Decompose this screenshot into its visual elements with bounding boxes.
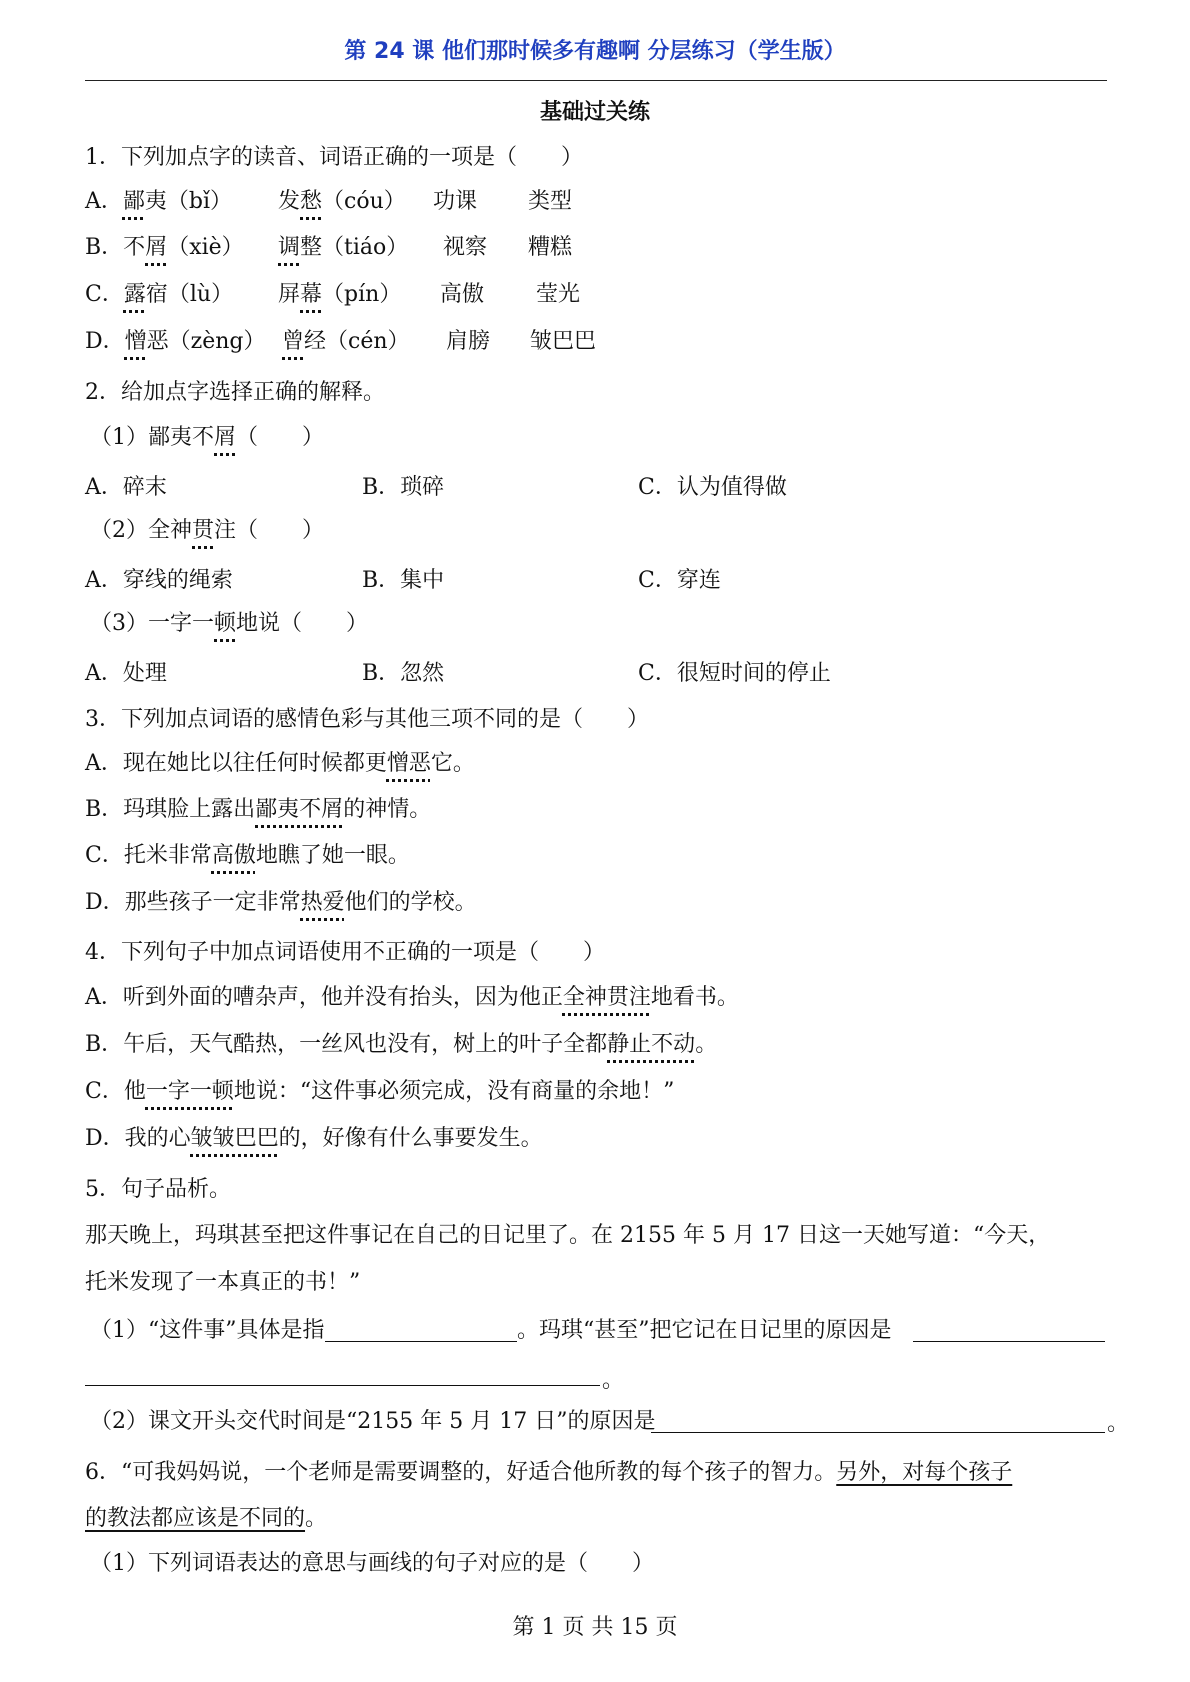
q1-option-b: B．不屑（xiè）	[85, 235, 244, 260]
section-title: 基础过关练	[539, 100, 650, 125]
underlined-sentence-cont: 的教法都应该是不同的	[85, 1506, 306, 1531]
dotted-char: 鄙	[122, 189, 145, 214]
q1-option-c: C．露宿（lù）	[85, 282, 234, 307]
q5-passage-line1: 那天晚上，玛琪甚至把这件事记在自己的日记里了。在 2155 年 5 月 17 日这一天她写道：“今天，	[85, 1223, 1051, 1248]
dotted-word: 一字一顿	[145, 1079, 234, 1104]
q1-option-a-word4: 类型	[528, 189, 573, 214]
header-divider	[85, 80, 1107, 81]
underlined-sentence: 另外，对每个孩子	[836, 1460, 1013, 1485]
answer-blank-2[interactable]	[913, 1317, 1105, 1342]
q3-option-c: C．托米非常高傲地瞧了她一眼。	[85, 843, 410, 868]
q3-option-b: B．玛琪脸上露出鄙夷不屑的神情。	[85, 797, 432, 822]
q6-sub1: （1）下列词语表达的意思与画线的句子对应的是（ ）	[90, 1551, 654, 1576]
dotted-char: 屑	[214, 425, 237, 450]
q4-option-d: D．我的心皱皱巴巴的，好像有什么事要发生。	[85, 1126, 543, 1151]
dotted-word: 热爱	[300, 890, 345, 915]
q1-option-a-word2: 发愁（cóu）	[278, 189, 406, 214]
q1-option-d: D．憎恶（zèng）	[85, 329, 266, 354]
dotted-char: 憎	[124, 329, 147, 354]
q4-stem: 4．下列句子中加点词语使用不正确的一项是（ ）	[85, 940, 605, 965]
q2-sub1-option-c: C．认为值得做	[638, 475, 787, 500]
dotted-char: 露	[123, 282, 146, 307]
q1-option-b-word2: 调整（tiáo）	[278, 235, 409, 260]
q2-sub2-option-a: A．穿线的绳索	[85, 568, 233, 593]
dotted-char: 曾	[282, 329, 305, 354]
q5-sub1-start: （1）“这件事”具体是指	[90, 1318, 325, 1343]
q2-sub3: （3）一字一顿地说（ ）	[90, 611, 369, 636]
q1-option-b-word3: 视察	[443, 235, 488, 260]
answer-blank-1[interactable]	[325, 1317, 517, 1342]
q2-sub3-option-c: C．很短时间的停止	[638, 661, 831, 686]
q2-sub1-option-a: A．碎末	[85, 475, 167, 500]
dotted-char: 愁	[300, 189, 323, 214]
q5-sub1-middle: 。玛琪“甚至”把它记在日记里的原因是	[517, 1318, 892, 1343]
dotted-word: 静止不动	[607, 1032, 696, 1057]
q2-sub2: （2）全神贯注（ ）	[90, 518, 325, 543]
dotted-char: 幕	[300, 282, 323, 307]
answer-blank-4[interactable]	[651, 1408, 1105, 1433]
q3-stem: 3．下列加点词语的感情色彩与其他三项不同的是（ ）	[85, 707, 649, 732]
q4-option-b: B．午后，天气酷热，一丝风也没有，树上的叶子全都静止不动。	[85, 1032, 718, 1057]
q2-sub3-option-b: B．忽然	[362, 661, 445, 686]
q1-option-a-word3: 功课	[433, 189, 478, 214]
q1-stem: 1．下列加点字的读音、词语正确的一项是（ ）	[85, 145, 583, 170]
q5-passage-line2: 托米发现了一本真正的书！”	[85, 1270, 361, 1295]
dotted-word: 高傲	[211, 843, 256, 868]
q1-option-d-word2: 曾经（cén）	[282, 329, 410, 354]
q2-sub3-option-a: A．处理	[85, 661, 167, 686]
page-footer: 第 1 页 共 15 页	[512, 1615, 678, 1640]
dotted-char: 顿	[214, 611, 237, 636]
q1-option-d-word3: 肩膀	[446, 329, 491, 354]
q2-stem: 2．给加点字选择正确的解释。	[85, 380, 385, 405]
dotted-word: 皱皱巴巴	[190, 1126, 279, 1151]
q4-option-a: A．听到外面的嘈杂声，他并没有抬头，因为他正全神贯注地看书。	[85, 985, 739, 1010]
q2-sub2-option-c: C．穿连	[638, 568, 721, 593]
dotted-word: 憎恶	[386, 751, 431, 776]
dotted-word: 全神贯注	[562, 985, 651, 1010]
answer-blank-3[interactable]	[85, 1361, 600, 1386]
q5-sub2: （2）课文开头交代时间是“2155 年 5 月 17 日”的原因是	[90, 1409, 656, 1434]
q1-option-b-word4: 糟糕	[528, 235, 573, 260]
dotted-word: 鄙夷不屑	[255, 797, 344, 822]
q5-sub2-end: 。	[1107, 1411, 1130, 1436]
q1-option-c-word4: 莹光	[536, 282, 581, 307]
q1-option-a: A．鄙夷（bǐ）	[85, 189, 233, 214]
q6-line2: 的教法都应该是不同的。	[85, 1506, 328, 1531]
q2-sub1: （1）鄙夷不屑（ ）	[90, 425, 325, 450]
q6-line1: 6．“可我妈妈说，一个老师是需要调整的，好适合他所教的每个孩子的智力。另外，对每个孩子	[85, 1460, 1013, 1485]
dotted-char: 贯	[192, 518, 215, 543]
q1-option-d-word4: 皱巴巴	[530, 329, 597, 354]
q1-option-c-word2: 屏幕（pín）	[278, 282, 402, 307]
q3-option-a: A．现在她比以往任何时候都更憎恶它。	[85, 751, 475, 776]
q2-sub2-option-b: B．集中	[362, 568, 445, 593]
q4-option-c: C．他一字一顿地说：“这件事必须完成，没有商量的余地！”	[85, 1079, 675, 1104]
q5-stem: 5．句子品析。	[85, 1177, 231, 1202]
q1-option-c-word3: 高傲	[440, 282, 485, 307]
q5-sub1-end: 。	[602, 1368, 625, 1393]
q2-sub1-option-b: B．琐碎	[362, 475, 445, 500]
q3-option-d: D．那些孩子一定非常热爱他们的学校。	[85, 890, 477, 915]
dotted-char: 调	[278, 235, 301, 260]
dotted-char: 屑	[145, 235, 168, 260]
document-header-title: 第 24 课 他们那时候多有趣啊 分层练习（学生版）	[344, 39, 846, 64]
